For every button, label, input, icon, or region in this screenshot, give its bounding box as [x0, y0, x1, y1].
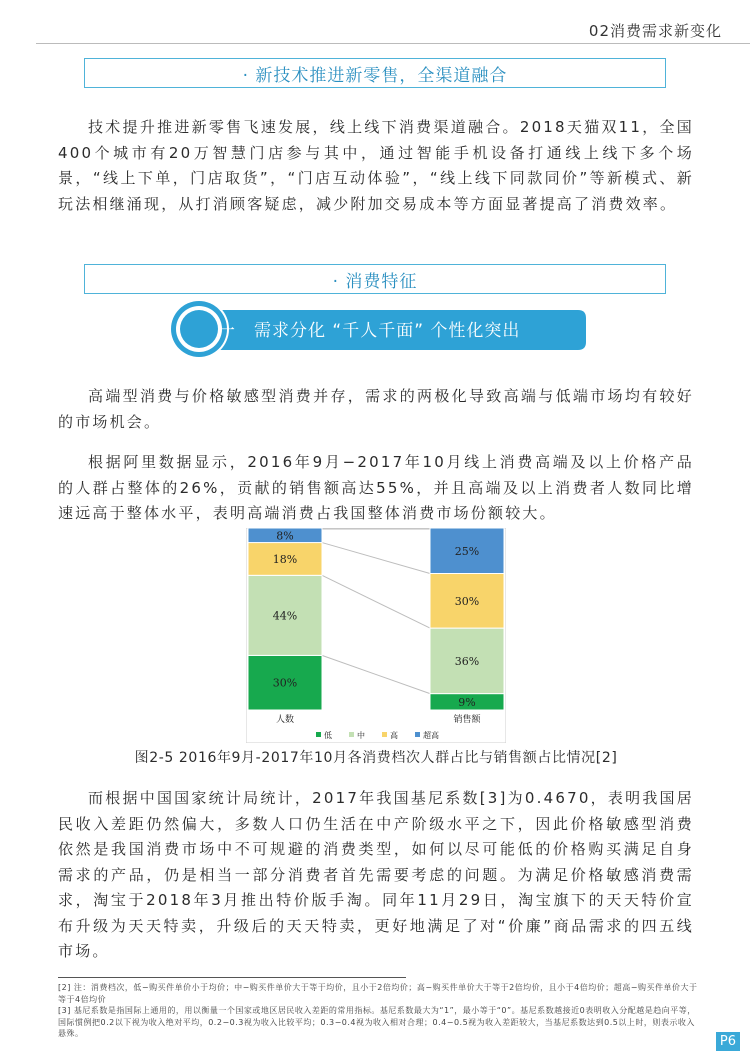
data-label: 18%: [272, 552, 298, 566]
paragraph-text: 技术提升推进新零售飞速发展，线上线下消费渠道融合。2018天猫双11，全国400个城市有20万智慧门店参与其中，通过智能手机设备打通线上线下多个场景，“线上下单，门店取货”，“门店互动体验”，“线上线下同款同价”等新模式、新玩法相继涌现，从打消顾客疑虑，减少附加交易成本等方面显著提高了消费效率。: [58, 118, 694, 213]
banner-demand-differentiation: [168, 298, 588, 360]
data-label: 36%: [454, 654, 480, 668]
header-title: 02消费需求新变化: [588, 22, 722, 40]
legend-label-低: 低: [324, 731, 332, 740]
data-label: 30%: [454, 594, 480, 608]
paragraph-text: 高端型消费与价格敏感型消费并存，需求的两极化导致高端与低端市场均有较好的市场机会。: [58, 387, 694, 431]
paragraph-gini: [58, 786, 694, 965]
footnotes: [58, 982, 698, 1040]
data-label: 30%: [272, 676, 298, 690]
footnote-divider: [58, 977, 406, 978]
category-label: 销售额: [453, 715, 481, 725]
header-divider: [36, 43, 750, 44]
legend-swatch-超高: [415, 732, 420, 737]
footnote-2: [2] 注：消费档次，低−购买件单价小于均价；中−购买件单价大于等于均价，且小于2倍均价；高−购买件单价大于等于2倍均价，且小于4倍均价；超高−购买件单价大于等于4倍均价: [58, 983, 698, 1004]
data-label: 25%: [454, 544, 480, 558]
legend-swatch-高: [382, 732, 387, 737]
section-heading-consumption-features: · 消费特征: [84, 264, 666, 294]
paragraph-text: 根据阿里数据显示，2016年9月−2017年10月线上消费高端及以上价格产品的人群占整体的26%，贡献的销售额高达55%，并且高端及以上消费者人数同比增速远高于整体水平，表明高端消费占我国整体消费市场份额较大。: [58, 453, 694, 522]
paragraph-new-retail: [58, 115, 694, 217]
data-label: 9%: [458, 695, 476, 709]
footnote-3: [3] 基尼系数是指国际上通用的，用以衡量一个国家或地区居民收入差距的常用指标。基尼系数最大为“1”，最小等于“0”。基尼系数越接近0表明收入分配越是趋向平等，国际惯例把0.2以下视为收入绝对平均，0.2−0.3视为收入比较平均；0.3−0.4视为收入相对合理；0.4−0.5视为收入差距较大，当基尼系数达到0.5以上时，则表示收入悬殊。: [58, 1006, 696, 1038]
legend-swatch-低: [316, 732, 321, 737]
paragraph-alibaba-data: [58, 450, 694, 527]
data-label: 8%: [276, 529, 294, 543]
page-number: P6: [716, 1032, 740, 1051]
paragraph-polarization: [58, 384, 694, 435]
legend-swatch-中: [349, 732, 354, 737]
legend-label-中: 中: [357, 731, 365, 740]
figure-caption: 图2-5 2016年9月-2017年10月各消费档次人群占比与销售额占比情况[2]: [134, 750, 618, 766]
category-label: 人数: [275, 715, 295, 725]
legend-label-高: 高: [390, 731, 398, 740]
stacked-bar-chart: [246, 528, 506, 743]
banner-text: 一 需求分化 “千人千面” 个性化突出: [218, 321, 521, 341]
legend-label-超高: 超高: [423, 731, 439, 740]
section-heading-new-retail: · 新技术推进新零售，全渠道融合: [84, 58, 666, 88]
data-label: 44%: [272, 609, 298, 623]
paragraph-text: 而根据中国国家统计局统计，2017年我国基尼系数[3]为0.4670，表明我国居民收入差距仍然偏大，多数人口仍生活在中产阶级水平之下，因此价格敏感型消费依然是我国消费市场中不可规避的消费类型，如何以尽可能低的价格购买满足自身需求的产品，仍是相当一部分消费者首先需要考虑的问题。为满足价格敏感消费需求，淘宝于2018年3月推出特价版手淘。同年11月29日，淘宝旗下的天天特价宣布升级为天天特卖，升级后的天天特卖，更好地满足了对“价廉”商品需求的四五线市场。: [58, 789, 694, 960]
